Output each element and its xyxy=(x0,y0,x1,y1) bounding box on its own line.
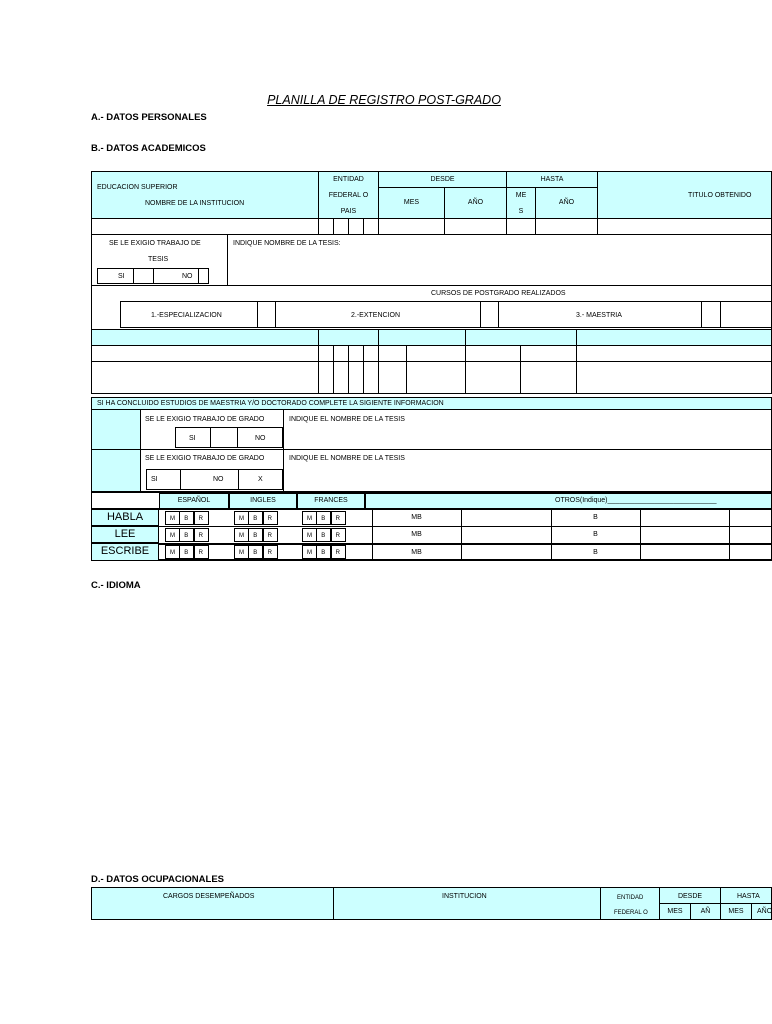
escribe-mb: MB xyxy=(411,549,422,556)
habla-ingles-m-checkbox[interactable] xyxy=(234,511,249,525)
scale-letter: B xyxy=(253,516,258,522)
scale-letter: B xyxy=(321,550,326,556)
grado-2-si-label: SI xyxy=(151,476,158,483)
escribe-frances-m-checkbox[interactable] xyxy=(302,545,317,559)
habla-frances-m-checkbox[interactable] xyxy=(302,511,317,525)
grado-2-x-mark: X xyxy=(258,476,263,483)
maestria-label: 3.- MAESTRIA xyxy=(576,312,622,319)
grado-2-no-box[interactable] xyxy=(180,469,239,490)
escribe-ingles-m-checkbox[interactable] xyxy=(234,545,249,559)
hasta-mes-occ-label: MES xyxy=(728,908,744,915)
hasta-ano-occ-label: AÑO xyxy=(757,908,772,915)
frances-label: FRANCES xyxy=(314,497,348,504)
scale-letter: R xyxy=(267,550,272,556)
extencion-check[interactable] xyxy=(480,301,499,328)
lee-mb: MB xyxy=(411,531,422,538)
section-b-heading: B.- DATOS ACADEMICOS xyxy=(91,143,206,154)
lee-ingles-r-checkbox[interactable] xyxy=(263,528,278,542)
maestria-check[interactable] xyxy=(701,301,721,328)
section-a-heading: A.- DATOS PERSONALES xyxy=(91,112,207,123)
lee-frances-r-checkbox[interactable] xyxy=(331,528,346,542)
cursos-header-row xyxy=(91,329,772,346)
desde-an-occ-label: AÑ xyxy=(700,908,711,915)
scale-letter: B xyxy=(253,550,258,556)
ingles-label: INGLES xyxy=(250,497,276,504)
lee-frances-m-checkbox[interactable] xyxy=(302,528,317,542)
indique-grado-label-1: INDIQUE EL NOMBRE DE LA TESIS xyxy=(289,416,405,423)
scale-letter: B xyxy=(253,533,258,539)
escribe-ingles-r-checkbox[interactable] xyxy=(263,545,278,559)
grado-1-no-label: NO xyxy=(255,435,266,442)
scale-letter: M xyxy=(307,516,312,522)
desde-mes-label: MES xyxy=(403,199,420,206)
page-title: PLANILLA DE REGISTRO POST-GRADO xyxy=(267,93,501,107)
tesis-question-2: TESIS xyxy=(148,256,169,263)
scale-letter: R xyxy=(335,516,340,522)
desde-label: DESDE xyxy=(430,176,455,183)
grado-side-cell-2 xyxy=(91,449,141,492)
cursos-label: CURSOS DE POSTGRADO REALIZADOS xyxy=(431,290,566,297)
escribe-espanol-m-checkbox[interactable] xyxy=(165,545,180,559)
habla-ingles-r-checkbox[interactable] xyxy=(263,511,278,525)
hasta-occ-label: HASTA xyxy=(737,893,760,900)
grado-1-si-label: SI xyxy=(189,435,196,442)
institution-data-row[interactable] xyxy=(91,218,772,235)
scale-letter: B xyxy=(184,533,189,539)
tesis-si-label: SI xyxy=(118,273,125,280)
scale-letter: M xyxy=(307,533,312,539)
pais-label: PAIS xyxy=(340,208,357,215)
especializacion-label: 1.-ESPECIALIZACION xyxy=(151,312,222,319)
scale-letter: M xyxy=(170,533,175,539)
indique-grado-label-2: INDIQUE EL NOMBRE DE LA TESIS xyxy=(289,455,405,462)
extencion-label: 2.-EXTENCION xyxy=(351,312,401,319)
federal-occ-label: FEDERAL O xyxy=(614,910,648,916)
scale-letter: R xyxy=(267,516,272,522)
escribe-espanol-r-checkbox[interactable] xyxy=(194,545,209,559)
scale-letter: R xyxy=(198,516,203,522)
desde-occ-label: DESDE xyxy=(677,893,703,900)
habla-ingles-b-checkbox[interactable] xyxy=(248,511,263,525)
cursos-data-row-1[interactable] xyxy=(91,345,772,362)
concluido-label: SI HA CONCLUIDO ESTUDIOS DE MAESTRIA Y/O DOCTORADO COMPLETE LA SIGIENTE INFORMACION xyxy=(97,400,444,407)
scale-letter: M xyxy=(170,516,175,522)
grado-question-1: SE LE EXIGIO TRABAJO DE GRADO xyxy=(145,416,265,423)
cursos-data-row-2[interactable] xyxy=(91,361,772,394)
escribe-frances-r-checkbox[interactable] xyxy=(331,545,346,559)
scale-letter: R xyxy=(335,550,340,556)
habla-frances-b-checkbox[interactable] xyxy=(316,511,331,525)
institucion-header-cell xyxy=(333,887,601,920)
scale-letter: M xyxy=(239,550,244,556)
scale-letter: M xyxy=(239,533,244,539)
tesis-si-box[interactable] xyxy=(97,268,154,284)
desde-mes-occ-label: MES xyxy=(667,908,683,915)
indique-tesis-label: INDIQUE NOMBRE DE LA TESIS: xyxy=(233,240,341,247)
escribe-espanol-b-checkbox[interactable] xyxy=(179,545,194,559)
entidad-occ-label: ENTIDAD xyxy=(617,895,644,901)
grado-question-2: SE LE EXIGIO TRABAJO DE GRADO xyxy=(145,455,265,462)
habla-label: HABLA xyxy=(106,511,144,523)
lee-espanol-b-checkbox[interactable] xyxy=(179,528,194,542)
section-d-heading: D.- DATOS OCUPACIONALES xyxy=(91,874,225,885)
habla-mb: MB xyxy=(411,514,422,521)
scale-letter: R xyxy=(198,533,203,539)
educacion-superior-label: EDUCACION SUPERIOR xyxy=(97,184,178,191)
scale-letter: B xyxy=(184,516,189,522)
institution-header-cell xyxy=(91,171,319,219)
scale-letter: M xyxy=(239,516,244,522)
entidad-label: ENTIDAD xyxy=(333,176,364,183)
hasta-me-label: ME xyxy=(515,192,527,199)
habla-espanol-m-checkbox[interactable] xyxy=(165,511,180,525)
scale-letter: B xyxy=(321,533,326,539)
tesis-no-label: NO xyxy=(182,273,193,280)
scale-letter: R xyxy=(267,533,272,539)
tesis-question: SE LE EXIGIO TRABAJO DE xyxy=(109,240,201,247)
institucion-label: INSTITUCION xyxy=(442,893,487,900)
lee-label: LEE xyxy=(114,528,136,540)
escribe-label: ESCRIBE xyxy=(100,545,150,557)
grado-side-cell-1 xyxy=(91,409,141,450)
escribe-b: B xyxy=(593,549,598,556)
lee-espanol-r-checkbox[interactable] xyxy=(194,528,209,542)
grado-1-check[interactable] xyxy=(210,427,238,448)
escribe-ingles-b-checkbox[interactable] xyxy=(248,545,263,559)
tesis-no-box[interactable] xyxy=(153,268,209,284)
scale-letter: B xyxy=(321,516,326,522)
habla-b: B xyxy=(593,514,598,521)
desde-anio-label: AÑO xyxy=(467,199,484,206)
titulo-label: TITULO OBTENIDO xyxy=(688,192,752,199)
lee-ingles-m-checkbox[interactable] xyxy=(234,528,249,542)
habla-espanol-r-checkbox[interactable] xyxy=(194,511,209,525)
federal-label: FEDERAL O xyxy=(328,192,369,199)
nombre-institucion-label: NOMBRE DE LA INSTITUCION xyxy=(145,200,245,207)
grado-2-no-label: NO xyxy=(213,476,224,483)
scale-letter: M xyxy=(170,550,175,556)
hasta-s-label: S xyxy=(518,208,524,215)
lee-ingles-b-checkbox[interactable] xyxy=(248,528,263,542)
especializacion-check[interactable] xyxy=(257,301,276,328)
scale-letter: R xyxy=(198,550,203,556)
hasta-label: HASTA xyxy=(540,176,564,183)
otros-label: OTROS(Indique)____________________________ xyxy=(555,497,717,504)
scale-letter: R xyxy=(335,533,340,539)
habla-espanol-b-checkbox[interactable] xyxy=(179,511,194,525)
lee-frances-b-checkbox[interactable] xyxy=(316,528,331,542)
lee-b: B xyxy=(593,531,598,538)
cargos-header-cell xyxy=(91,887,334,920)
cargos-label: CARGOS DESEMPEÑADOS xyxy=(163,893,255,900)
scale-letter: B xyxy=(184,550,189,556)
section-c-heading: C.- IDIOMA xyxy=(91,580,141,591)
doctorado-box[interactable] xyxy=(720,301,772,328)
lee-espanol-m-checkbox[interactable] xyxy=(165,528,180,542)
scale-letter: M xyxy=(307,550,312,556)
hasta-anio-label: AÑO xyxy=(558,199,575,206)
habla-frances-r-checkbox[interactable] xyxy=(331,511,346,525)
espanol-label: ESPAÑOL xyxy=(177,497,211,504)
escribe-frances-b-checkbox[interactable] xyxy=(316,545,331,559)
